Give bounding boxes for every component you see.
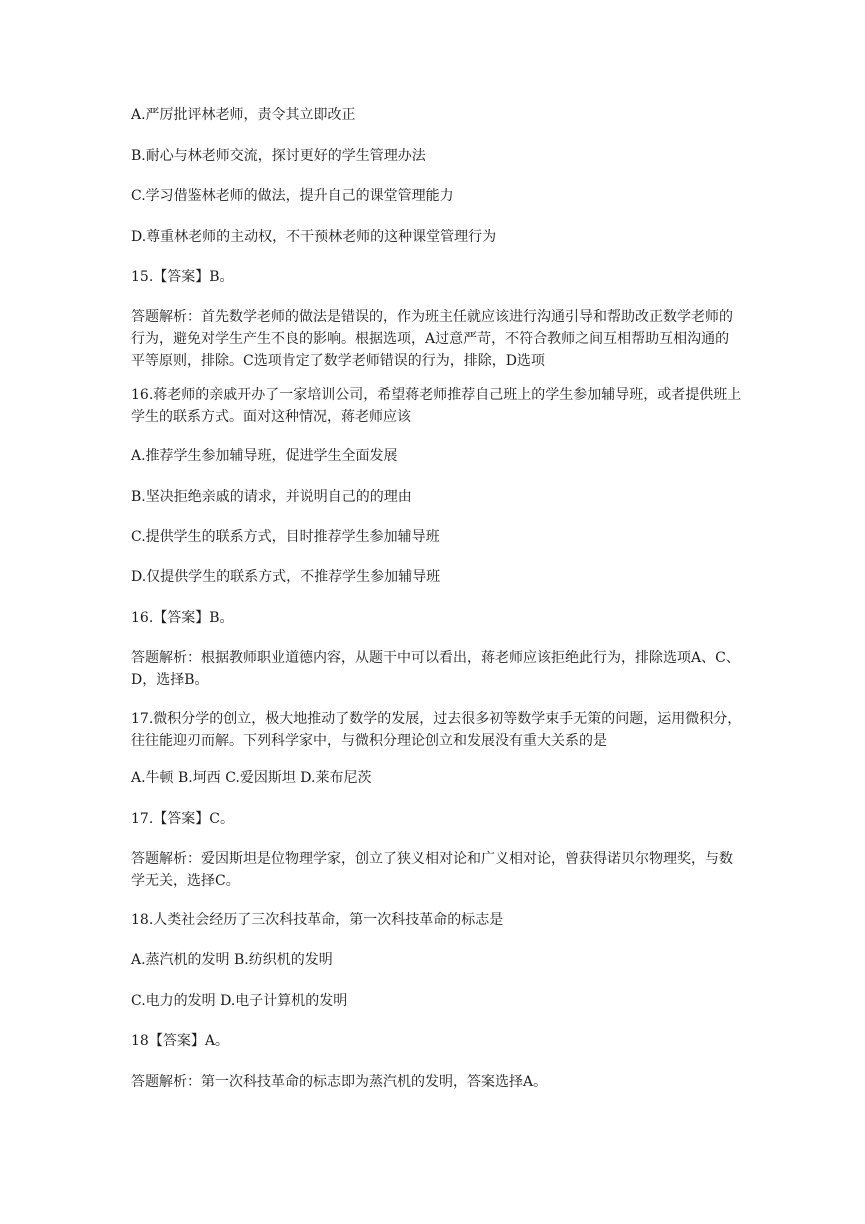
q18-explanation: 答题解析：第一次科技革命的标志即为蒸汽机的发明，答案选择A。 [131,1074,548,1090]
q18-answer: 18【答案】A。 [131,1033,229,1049]
q16-option-a: A.推荐学生参加辅导班，促进学生全面发展 [131,448,398,464]
q14-option-b: B.耐心与林老师交流，探讨更好的学生管理办法 [131,148,426,164]
q14-option-c: C.学习借鉴林老师的做法，提升自己的课堂管理能力 [131,188,454,204]
q16-explanation: 答题解析：根据教师职业道德内容，从题干中可以看出，蒋老师应该拒绝此行为，排除选项A、C、D，选择B。 [131,650,740,688]
q17-question: 17.微积分学的创立，极大地推动了数学的发展，过去很多初等数学束手无策的问题，运用微积分，往往能迎刃而解。下列科学家中，与微积分理论创立和发展没有重大关系的是 [131,711,742,749]
q16-option-d: D.仅提供学生的联系方式，不推荐学生参加辅导班 [131,569,441,585]
q16-option-c: C.提供学生的联系方式，目时推荐学生参加辅导班 [131,529,440,545]
q17-answer: 17.【答案】C。 [131,811,234,827]
q18-options-ab: A.蒸汽机的发明 B.纺织机的发明 [131,952,333,968]
q16-question: 16.蒋老师的亲戚开办了一家培训公司，希望蒋老师推荐自己班上的学生参加辅导班，或者提供班上学生的联系方式。面对这种情况，蒋老师应该 [131,387,742,425]
q16-answer: 16.【答案】B。 [131,610,234,626]
q14-option-a: A.严厉批评林老师，责令其立即改正 [131,107,356,123]
q15-explanation: 答题解析：首先数学老师的做法是错误的，作为班主任就应该进行沟通引导和帮助改正数学老师的行为，避免对学生产生不良的影响。根据选项，A过意严苛，不符合教师之间互相帮助互相沟通的平等原则，排除。C选项肯定了数学老师错误的行为，排除，D选项 [131,309,733,369]
q18-options-cd: C.电力的发明 D.电子计算机的发明 [131,993,348,1009]
q17-options: A.牛顿 B.坷西 C.爱因斯坦 D.莱布尼茨 [131,770,372,786]
q16-option-b: B.坚决拒绝亲戚的请求，并说明自己的的理由 [131,489,412,505]
q18-question: 18.人类社会经历了三次科技革命，第一次科技革命的标志是 [131,912,504,928]
q17-explanation: 答题解析：爱因斯坦是位物理学家，创立了狭义相对论和广义相对论，曾获得诺贝尔物理奖，与数学无关，选择C。 [131,851,733,889]
q15-answer: 15.【答案】B。 [131,269,234,285]
q14-option-d: D.尊重林老师的主动权，不干预林老师的这种课堂管理行为 [131,229,497,245]
